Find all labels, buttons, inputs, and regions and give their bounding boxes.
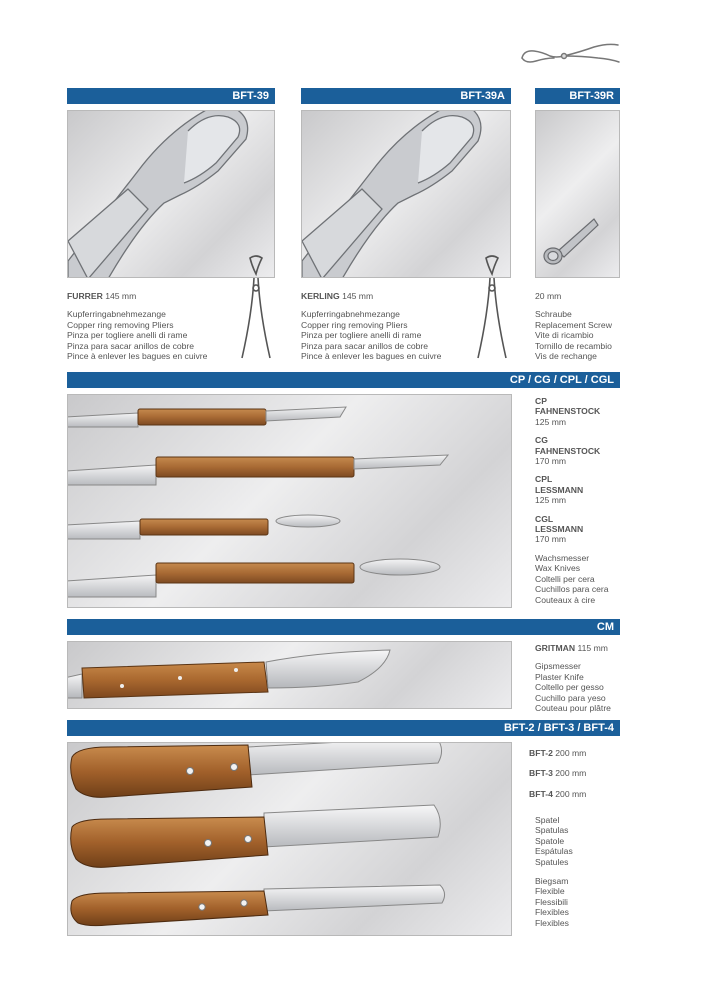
product-name: GRITMAN — [535, 643, 576, 653]
product-text-bft-2 — [529, 748, 586, 799]
desc-line-es: Cuchillo para yeso — [535, 692, 606, 703]
item-size: 170 mm — [535, 534, 567, 545]
product-image-replacement-screw — [535, 110, 620, 278]
desc-line-it: Spatole — [535, 835, 565, 846]
item-code: CPL — [535, 474, 553, 485]
desc-line-en: Spatulas — [535, 825, 569, 836]
item-name: FAHNENSTOCK — [535, 406, 601, 417]
item-code: BFT-2 — [529, 748, 553, 758]
product-text-bft-39 — [67, 291, 207, 361]
desc-line-es: Flexibles — [535, 907, 569, 918]
desc-line-fr: Flexibles — [535, 917, 569, 928]
item-name: FAHNENSTOCK — [535, 445, 601, 456]
product-name: KERLING — [301, 291, 340, 301]
product-text-cm — [535, 643, 611, 713]
desc-line-en: Plaster Knife — [535, 671, 584, 682]
pliers-thumbnail — [238, 254, 274, 362]
item-bft-2 — [529, 748, 586, 758]
desc-line-it: Pinza per togliere anelli di rame — [67, 330, 188, 341]
desc-line-it: Coltello per gesso — [535, 682, 604, 693]
section-header-cp: CP / CG / CPL / CGL — [67, 372, 620, 388]
item-size: 200 mm — [555, 788, 587, 799]
desc-line-fr: Vis de rechange — [535, 351, 597, 362]
item-cgl — [535, 514, 609, 545]
desc-line-de: Schraube — [535, 309, 572, 320]
desc-flexible — [535, 876, 569, 928]
desc-line-fr: Couteaux à cire — [535, 594, 596, 605]
desc-line-fr: Pince à enlever les bagues en cuivre — [301, 351, 442, 362]
item-code: CGL — [535, 513, 554, 524]
item-size: 125 mm — [535, 416, 567, 427]
product-size: 20 mm — [535, 291, 562, 301]
product-image-furrer-pliers — [67, 110, 275, 278]
desc-line-es: Cuchillos para cera — [535, 584, 609, 595]
desc-line-it: Coltelli per cera — [535, 573, 595, 584]
pliers-thumbnail — [474, 254, 510, 362]
desc-line-en: Flexible — [535, 886, 565, 897]
item-size: 125 mm — [535, 495, 567, 506]
desc-line-it: Pinza per togliere anelli di rame — [301, 330, 422, 341]
product-size: 145 mm — [105, 291, 137, 301]
item-name: LESSMANN — [535, 524, 584, 535]
desc-line-de: Wachsmesser — [535, 552, 590, 563]
item-cg — [535, 435, 609, 466]
item-code: CP — [535, 396, 547, 406]
product-text-bft-39a — [301, 291, 441, 361]
section-header-cm: CM — [67, 619, 620, 635]
product-image-kerling-pliers — [301, 110, 511, 278]
desc-line-fr: Pince à enlever les bagues en cuivre — [67, 351, 208, 362]
desc-line-de: Biegsam — [535, 876, 569, 886]
desc-line-de: Gipsmesser — [535, 661, 581, 672]
product-size: 115 mm — [577, 643, 608, 653]
desc-line-de: Kupferringabnehmezange — [301, 309, 400, 320]
product-image-spatulas — [67, 742, 512, 936]
item-cpl — [535, 474, 609, 505]
item-code: BFT-4 — [529, 788, 553, 799]
desc-line-es: Pinza para sacar anillos de cobre — [67, 340, 195, 351]
item-size: 170 mm — [535, 456, 567, 467]
desc-line-de: Spatel — [535, 815, 560, 825]
item-size: 200 mm — [555, 768, 587, 779]
pliers-icon — [520, 42, 622, 68]
item-bft-3 — [529, 768, 586, 778]
desc-spatulas — [535, 815, 573, 867]
section-header-bft-2: BFT-2 / BFT-3 / BFT-4 — [67, 720, 620, 736]
section-header-bft-39: BFT-39 — [67, 88, 275, 104]
desc-line-en: Replacement Screw — [535, 319, 612, 330]
desc-line-en: Copper ring removing Pliers — [67, 319, 174, 330]
product-name: FURRER — [67, 291, 103, 301]
section-header-bft-39a: BFT-39A — [301, 88, 511, 104]
desc-line-en: Wax Knives — [535, 563, 581, 574]
item-code: CG — [535, 435, 548, 446]
section-header-bft-39r: BFT-39R — [535, 88, 620, 104]
desc-line-es: Espátulas — [535, 846, 573, 857]
item-cp — [535, 396, 609, 427]
product-text-cp — [535, 396, 609, 605]
desc-line-es: Tornillo de recambio — [535, 340, 612, 351]
product-image-plaster-knife — [67, 641, 512, 709]
item-code: BFT-3 — [529, 768, 553, 779]
desc-line-it: Flessibili — [535, 896, 568, 907]
product-text-bft-39r — [535, 291, 612, 361]
product-size: 145 mm — [342, 291, 374, 301]
desc-line-fr: Couteau pour plâtre — [535, 703, 611, 714]
desc-line-it: Vite di ricambio — [535, 330, 594, 341]
product-image-wax-knives — [67, 394, 512, 608]
item-name: LESSMANN — [535, 484, 584, 495]
desc-line-en: Copper ring removing Pliers — [301, 319, 408, 330]
desc-line-es: Pinza para sacar anillos de cobre — [301, 340, 429, 351]
item-bft-4 — [529, 789, 586, 799]
item-size: 200 mm — [555, 748, 587, 758]
desc-line-de: Kupferringabnehmezange — [67, 309, 166, 320]
desc-line-fr: Spatules — [535, 856, 569, 867]
